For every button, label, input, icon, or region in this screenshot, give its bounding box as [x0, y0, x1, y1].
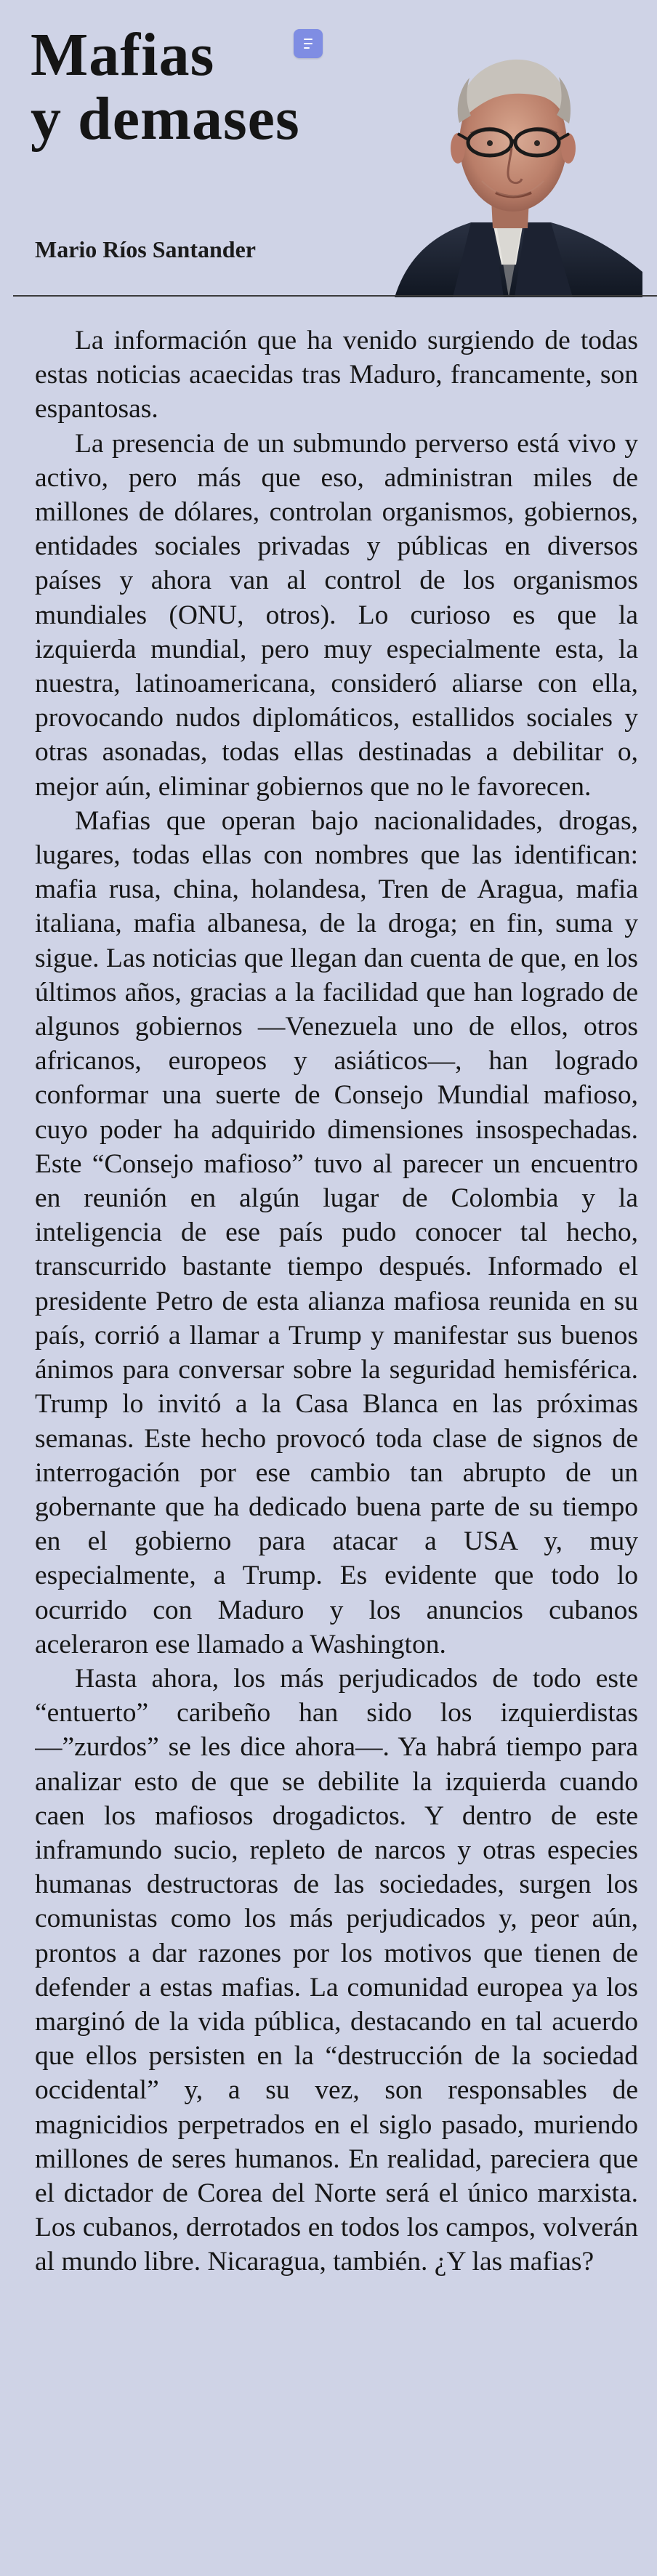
- author-byline: Mario Ríos Santander: [35, 236, 256, 262]
- article-paragraph-3: Mafias que operan bajo nacionalidades, drogas, lugares, todas ellas con nombres que las identifican: mafia rusa, china, holandesa, Tren de Aragua, mafia italiana, mafia albanesa, de la droga; en fin, suma y sigue. Las noticias que llegan dan cuenta de que, en los últimos años, gracias a la facilidad que han logrado de algunos gobiernos —Venezuela uno de ellos, otros africanos, europeos y asiáticos—, han logrado conformar una suerte de Consejo Mundial mafioso, cuyo poder ha adquirido dimensiones insospechadas. Este “Consejo mafioso” tuvo al parecer un encuentro en reunión en algún lugar de Colombia y la inteligencia de ese país pudo conocer tal hecho, transcurrido bastante tiempo después. Informado el presidente Petro de esta alianza mafiosa reunida en su país, corrió a llamar a Trump y manifestar sus buenos ánimos para conversar sobre la seguridad hemisférica. Trump lo invitó a la Casa Blanca en las próximas semanas. Este hecho provocó toda clase de signos de interrogación por ese cambio tan abrupto de un gobernante que ha dedicado buena parte de su tiempo en el gobierno para atacar a USA y, muy especialmente, a Trump. Es evidente que todo lo ocurrido con Maduro y los anuncios cubanos aceleraron ese llamado a Washington.: [35, 805, 638, 1659]
- header-divider: [13, 295, 657, 297]
- document-icon[interactable]: [294, 29, 323, 58]
- article-paragraph-2: La presencia de un submundo perverso está vivo y activo, pero más que eso, administran miles de millones de dólares, controlan organismos, gobiernos, entidades sociales privadas y públicas en diversos países y ahora van al control de los organismos mundiales (ONU, otros). Lo curioso es que la izquierda mundial, pero muy especialmente esta, la nuestra, latinoamericana, consideró aliarse con ella, provocando nudos diplomáticos, estallidos sociales y otras asonadas, todas ellas destinadas a debilitar o, mejor aún, eliminar gobiernos que no le favorecen.: [35, 428, 638, 802]
- column-title-line-1: Mafias: [31, 21, 215, 89]
- column-title-line-2: y demases: [31, 85, 300, 153]
- article-paragraph-4: Hasta ahora, los más perjudicados de todo este “entuerto” caribeño han sido los izquierdistas —”zurdos” se les dice ahora—. Ya habrá tiempo para analizar esto de que se debilite la izquierda cuando caen los mafiosos drogadictos. Y dentro de este inframundo sucio, repleto de narcos y otras especies humanas destructoras de las sociedades, surgen los comunistas como los más perjudicados y, peor aún, prontos a dar razones por los motivos que tienen de defender a estas mafias. La comunidad europea ya los marginó de la vida pública, destacando en tal acuerdo que ellos persisten en la “destrucción de la sociedad occidental” y, a su vez, son responsables de magnicidios perpetrados en el siglo pasado, muriendo millones de seres humanos. En realidad, pareciera que el dictador de Corea del Norte será el único marxista. Los cubanos, derrotados en todos los campos, volverán al mundo libre. Nicaragua, también. ¿Y las mafias?: [35, 1663, 638, 2277]
- author-portrait: [384, 32, 642, 297]
- column-header: [0, 0, 657, 298]
- article-paragraph-1: La información que ha venido surgiendo de todas estas noticias acaecidas tras Maduro, francamente, son espantosas.: [35, 326, 638, 424]
- column-title: [31, 23, 336, 151]
- article-body: [35, 323, 638, 2569]
